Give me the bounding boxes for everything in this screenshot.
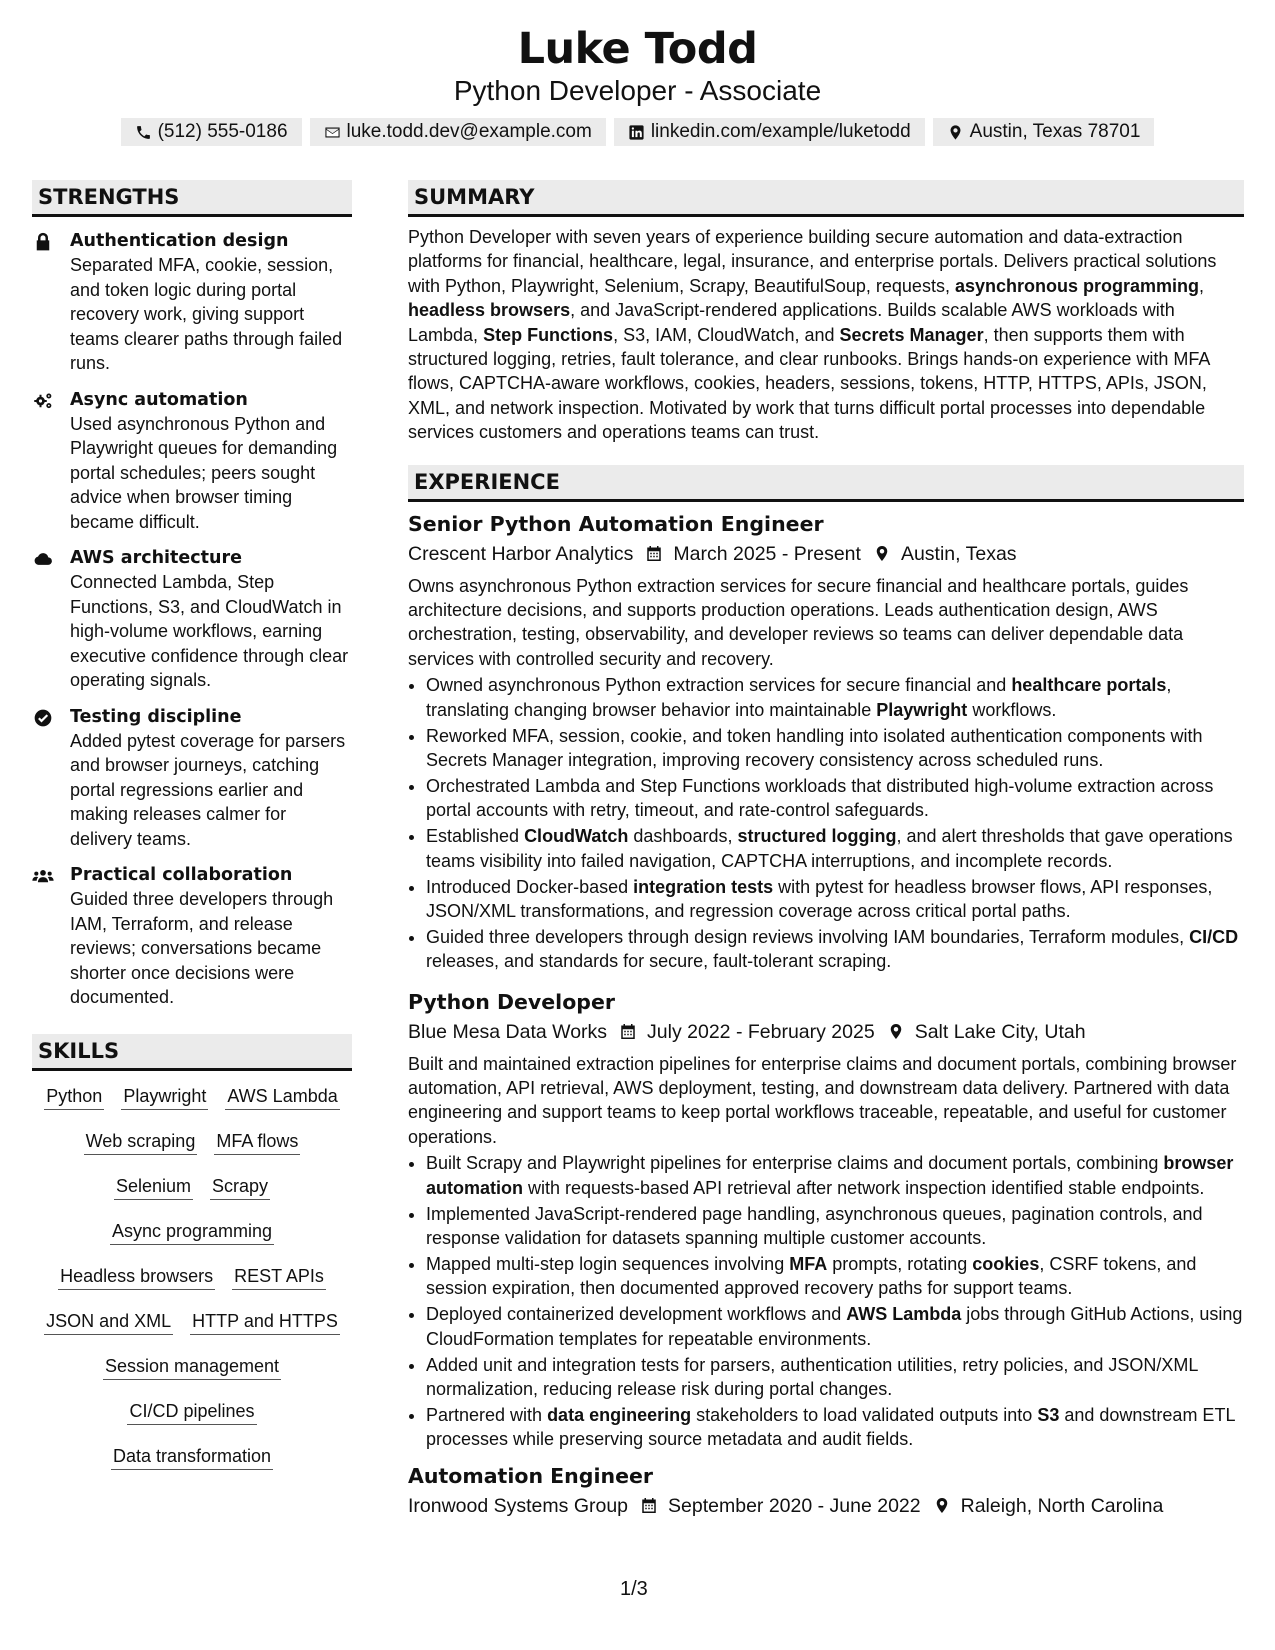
skill-row: [32, 1263, 352, 1308]
candidate-role: Python Developer - Associate: [453, 75, 822, 106]
job-bullets: [408, 1151, 1244, 1451]
resume-header: [0, 20, 1275, 146]
skill-tag: Headless browsers: [58, 1263, 215, 1290]
job-bullet: • Mapped multi-step login sequences involving MFA prompts, rotating cookies, CSRF tokens, and session expiration, then documented approved recovery paths for support teams.: [426, 1252, 1244, 1301]
strength-item: [32, 863, 352, 1010]
skill-row: [32, 1083, 352, 1128]
lock-icon: [32, 232, 54, 252]
job-dates: March 2025 - Present: [673, 542, 861, 565]
job-company: Blue Mesa Data Works: [408, 1020, 608, 1043]
contact-bar: [0, 118, 1275, 146]
job-bullet: • Guided three developers through design reviews involving IAM boundaries, Terraform modules, CI/CD releases, and standards for secure, fault-tolerant scraping.: [426, 925, 1244, 974]
strength-item: [32, 229, 352, 376]
contact-location: [933, 118, 1155, 146]
skill-tag: MFA flows: [214, 1128, 300, 1155]
contact-email-text: luke.todd.dev@example.com: [346, 121, 592, 142]
job-bullet: • Orchestrated Lambda and Step Functions workloads that distributed high-volume extraction across portal accounts with retry, timeout, and rate-control safeguards.: [426, 774, 1244, 823]
experience-heading: EXPERIENCE: [408, 465, 1244, 502]
skill-tag: JSON and XML: [44, 1308, 173, 1335]
contact-linkedin-text: linkedin.com/example/luketodd: [650, 121, 911, 142]
calendar-icon: [645, 544, 663, 563]
job-title: Automation Engineer: [408, 1463, 653, 1488]
strength-text: Used asynchronous Python and Playwright queues for demanding portal schedules; peers sought advice when browser timing became difficult.: [70, 413, 338, 532]
job-entry: [408, 1462, 1244, 1520]
skill-row: [32, 1218, 352, 1263]
skill-tag: AWS Lambda: [225, 1083, 339, 1110]
map-pin-icon: [887, 1022, 905, 1041]
job-bullet: • Reworked MFA, session, cookie, and token handling into isolated authentication components with Secrets Manager integration, improving recovery consistency across scheduled runs.: [426, 724, 1244, 773]
gears-icon: [32, 391, 54, 411]
strengths-list: [32, 229, 352, 1010]
skill-row: [32, 1398, 352, 1443]
skill-tag: HTTP and HTTPS: [190, 1308, 340, 1335]
strength-item: [32, 388, 352, 535]
candidate-name: Luke Todd: [517, 24, 758, 74]
cloud-icon: [32, 549, 54, 569]
job-bullets: [408, 673, 1244, 973]
job-bullet: • Implemented JavaScript-rendered page handling, asynchronous queues, pagination controls, and response validation for datasets spanning multiple customer accounts.: [426, 1202, 1244, 1251]
skill-tag: CI/CD pipelines: [127, 1398, 256, 1425]
skill-tag: Selenium: [114, 1173, 193, 1200]
summary-text: Python Developer with seven years of experience building secure automation and data-extraction platforms for financial, healthcare, legal, insurance, and enterprise portals. Delivers practical solutions with Python, Playwright, Selenium, Scrapy, BeautifulSoup, requests, asynchronous programming, headless browsers, and JavaScript-rendered applications. Builds scalable AWS workloads with Lambda, Step Functions, S3, IAM, CloudWatch, and Secrets Manager, then supports them with structured logging, retries, fault tolerance, and clear runbooks. Brings hands-on experience with MFA flows, CAPTCHA-aware workflows, cookies, headers, sessions, tokens, HTTP, HTTPS, APIs, JSON, XML, and network inspection. Motivated by work that turns difficult portal processes into dependable services customers and operations teams can trust.: [408, 227, 1217, 443]
job-location: Salt Lake City, Utah: [914, 1020, 1086, 1043]
job-bullet: • Partnered with data engineering stakeholders to load validated outputs into S3 and downstream ETL processes while preserving source metadata and audit fields.: [426, 1403, 1244, 1452]
users-icon: [32, 866, 54, 886]
strength-title: Authentication design: [70, 231, 289, 251]
skill-tag: Playwright: [121, 1083, 208, 1110]
job-entry: [408, 510, 1244, 974]
skills-list: [32, 1083, 352, 1488]
job-meta: [408, 1018, 1244, 1046]
calendar-icon: [619, 1022, 637, 1041]
linkedin-icon: [628, 124, 645, 141]
strength-text: Separated MFA, cookie, session, and token logic during portal recovery work, giving support teams clearer paths through failed runs.: [70, 255, 343, 373]
contact-email[interactable]: [310, 118, 606, 146]
job-dates: July 2022 - February 2025: [647, 1020, 875, 1043]
strength-text: Added pytest coverage for parsers and browser journeys, catching portal regressions earlier and making releases calmer for delivery teams.: [70, 730, 346, 849]
job-bullet: • Added unit and integration tests for parsers, authentication utilities, retry policies, and JSON/XML normalization, reducing release risk during portal changes.: [426, 1353, 1244, 1402]
job-description: Owns asynchronous Python extraction services for secure financial and healthcare portals, guides architecture decisions, and supports production operations. Leads authentication design, AWS orchestration, testing, observability, and developer reviews so teams can deliver dependable data services with controlled security and recovery.: [408, 575, 1189, 669]
skill-row: [32, 1173, 352, 1218]
strength-text: Guided three developers through IAM, Terraform, and release reviews; conversations became shorter once decisions were documented.: [70, 889, 334, 1007]
right-column: [408, 180, 1244, 1520]
job-meta: [408, 1492, 1244, 1520]
job-bullet: • Deployed containerized development workflows and AWS Lambda jobs through GitHub Actions, using CloudFormation templates for repeatable environments.: [426, 1302, 1244, 1351]
job-company: Crescent Harbor Analytics: [408, 542, 634, 565]
strengths-heading: STRENGTHS: [32, 180, 352, 217]
job-bullet: • Introduced Docker-based integration tests with pytest for headless browser flows, API responses, JSON/XML transformations, and regression coverage across critical portal paths.: [426, 875, 1244, 924]
calendar-icon: [640, 1496, 658, 1515]
skill-tag: Python: [44, 1083, 104, 1110]
summary-heading: SUMMARY: [408, 180, 1244, 217]
strength-item: [32, 705, 352, 852]
contact-location-text: Austin, Texas 78701: [969, 121, 1141, 142]
contact-phone-text: (512) 555-0186: [157, 121, 288, 142]
skill-row: [32, 1128, 352, 1173]
job-bullet: • Owned asynchronous Python extraction services for secure financial and healthcare portals, translating changing browser behavior into maintainable Playwright workflows.: [426, 673, 1244, 722]
job-location: Austin, Texas: [900, 542, 1017, 565]
job-bullet: • Built Scrapy and Playwright pipelines for enterprise claims and document portals, combining browser automation with requests-based API retrieval after network inspection identified stable endpoints.: [426, 1151, 1244, 1200]
strength-title: Practical collaboration: [70, 865, 293, 885]
skill-row: [32, 1443, 352, 1488]
page-number: 1/3: [620, 1578, 648, 1600]
envelope-icon: [324, 124, 341, 141]
skill-row: [32, 1308, 352, 1353]
skill-tag: Data transformation: [111, 1443, 273, 1470]
skill-tag: Web scraping: [84, 1128, 198, 1155]
job-title: Python Developer: [408, 989, 615, 1014]
skill-tag: REST APIs: [232, 1263, 326, 1290]
strength-item: [32, 546, 352, 693]
job-title: Senior Python Automation Engineer: [408, 511, 824, 536]
contact-phone[interactable]: [121, 118, 302, 146]
strength-text: Connected Lambda, Step Functions, S3, and CloudWatch in high-volume workflows, earning executive confidence through clear operating signals.: [70, 572, 349, 690]
job-meta: [408, 540, 1244, 568]
skill-tag: Async programming: [110, 1218, 274, 1245]
check-circle-icon: [32, 708, 54, 728]
strength-title: AWS architecture: [70, 548, 242, 568]
job-dates: September 2020 - June 2022: [668, 1494, 921, 1517]
job-description: Built and maintained extraction pipelines for enterprise claims and document portals, combining browser automation, API retrieval, AWS deployment, testing, and downstream data delivery. Partnered with data engineering and support teams to keep portal workflows traceable, repeatable, and useful for customer operations.: [408, 1053, 1237, 1147]
phone-icon: [135, 124, 152, 141]
skills-heading: SKILLS: [32, 1034, 352, 1071]
job-bullet: • Established CloudWatch dashboards, structured logging, and alert thresholds that gave operations teams visibility into failed navigation, CAPTCHA interruptions, and incomplete records.: [426, 824, 1244, 873]
strength-title: Testing discipline: [70, 706, 242, 727]
skill-row: [32, 1353, 352, 1398]
skill-tag: Scrapy: [210, 1173, 270, 1200]
skill-tag: Session management: [103, 1353, 281, 1380]
map-pin-icon: [947, 124, 964, 141]
map-pin-icon: [933, 1496, 951, 1515]
contact-linkedin[interactable]: [614, 118, 925, 146]
job-location: Raleigh, North Carolina: [960, 1494, 1164, 1517]
strength-title: Async automation: [70, 389, 248, 410]
job-company: Ironwood Systems Group: [408, 1494, 629, 1517]
left-column: [32, 180, 352, 1488]
map-pin-icon: [873, 544, 891, 563]
job-entry: [408, 988, 1244, 1452]
